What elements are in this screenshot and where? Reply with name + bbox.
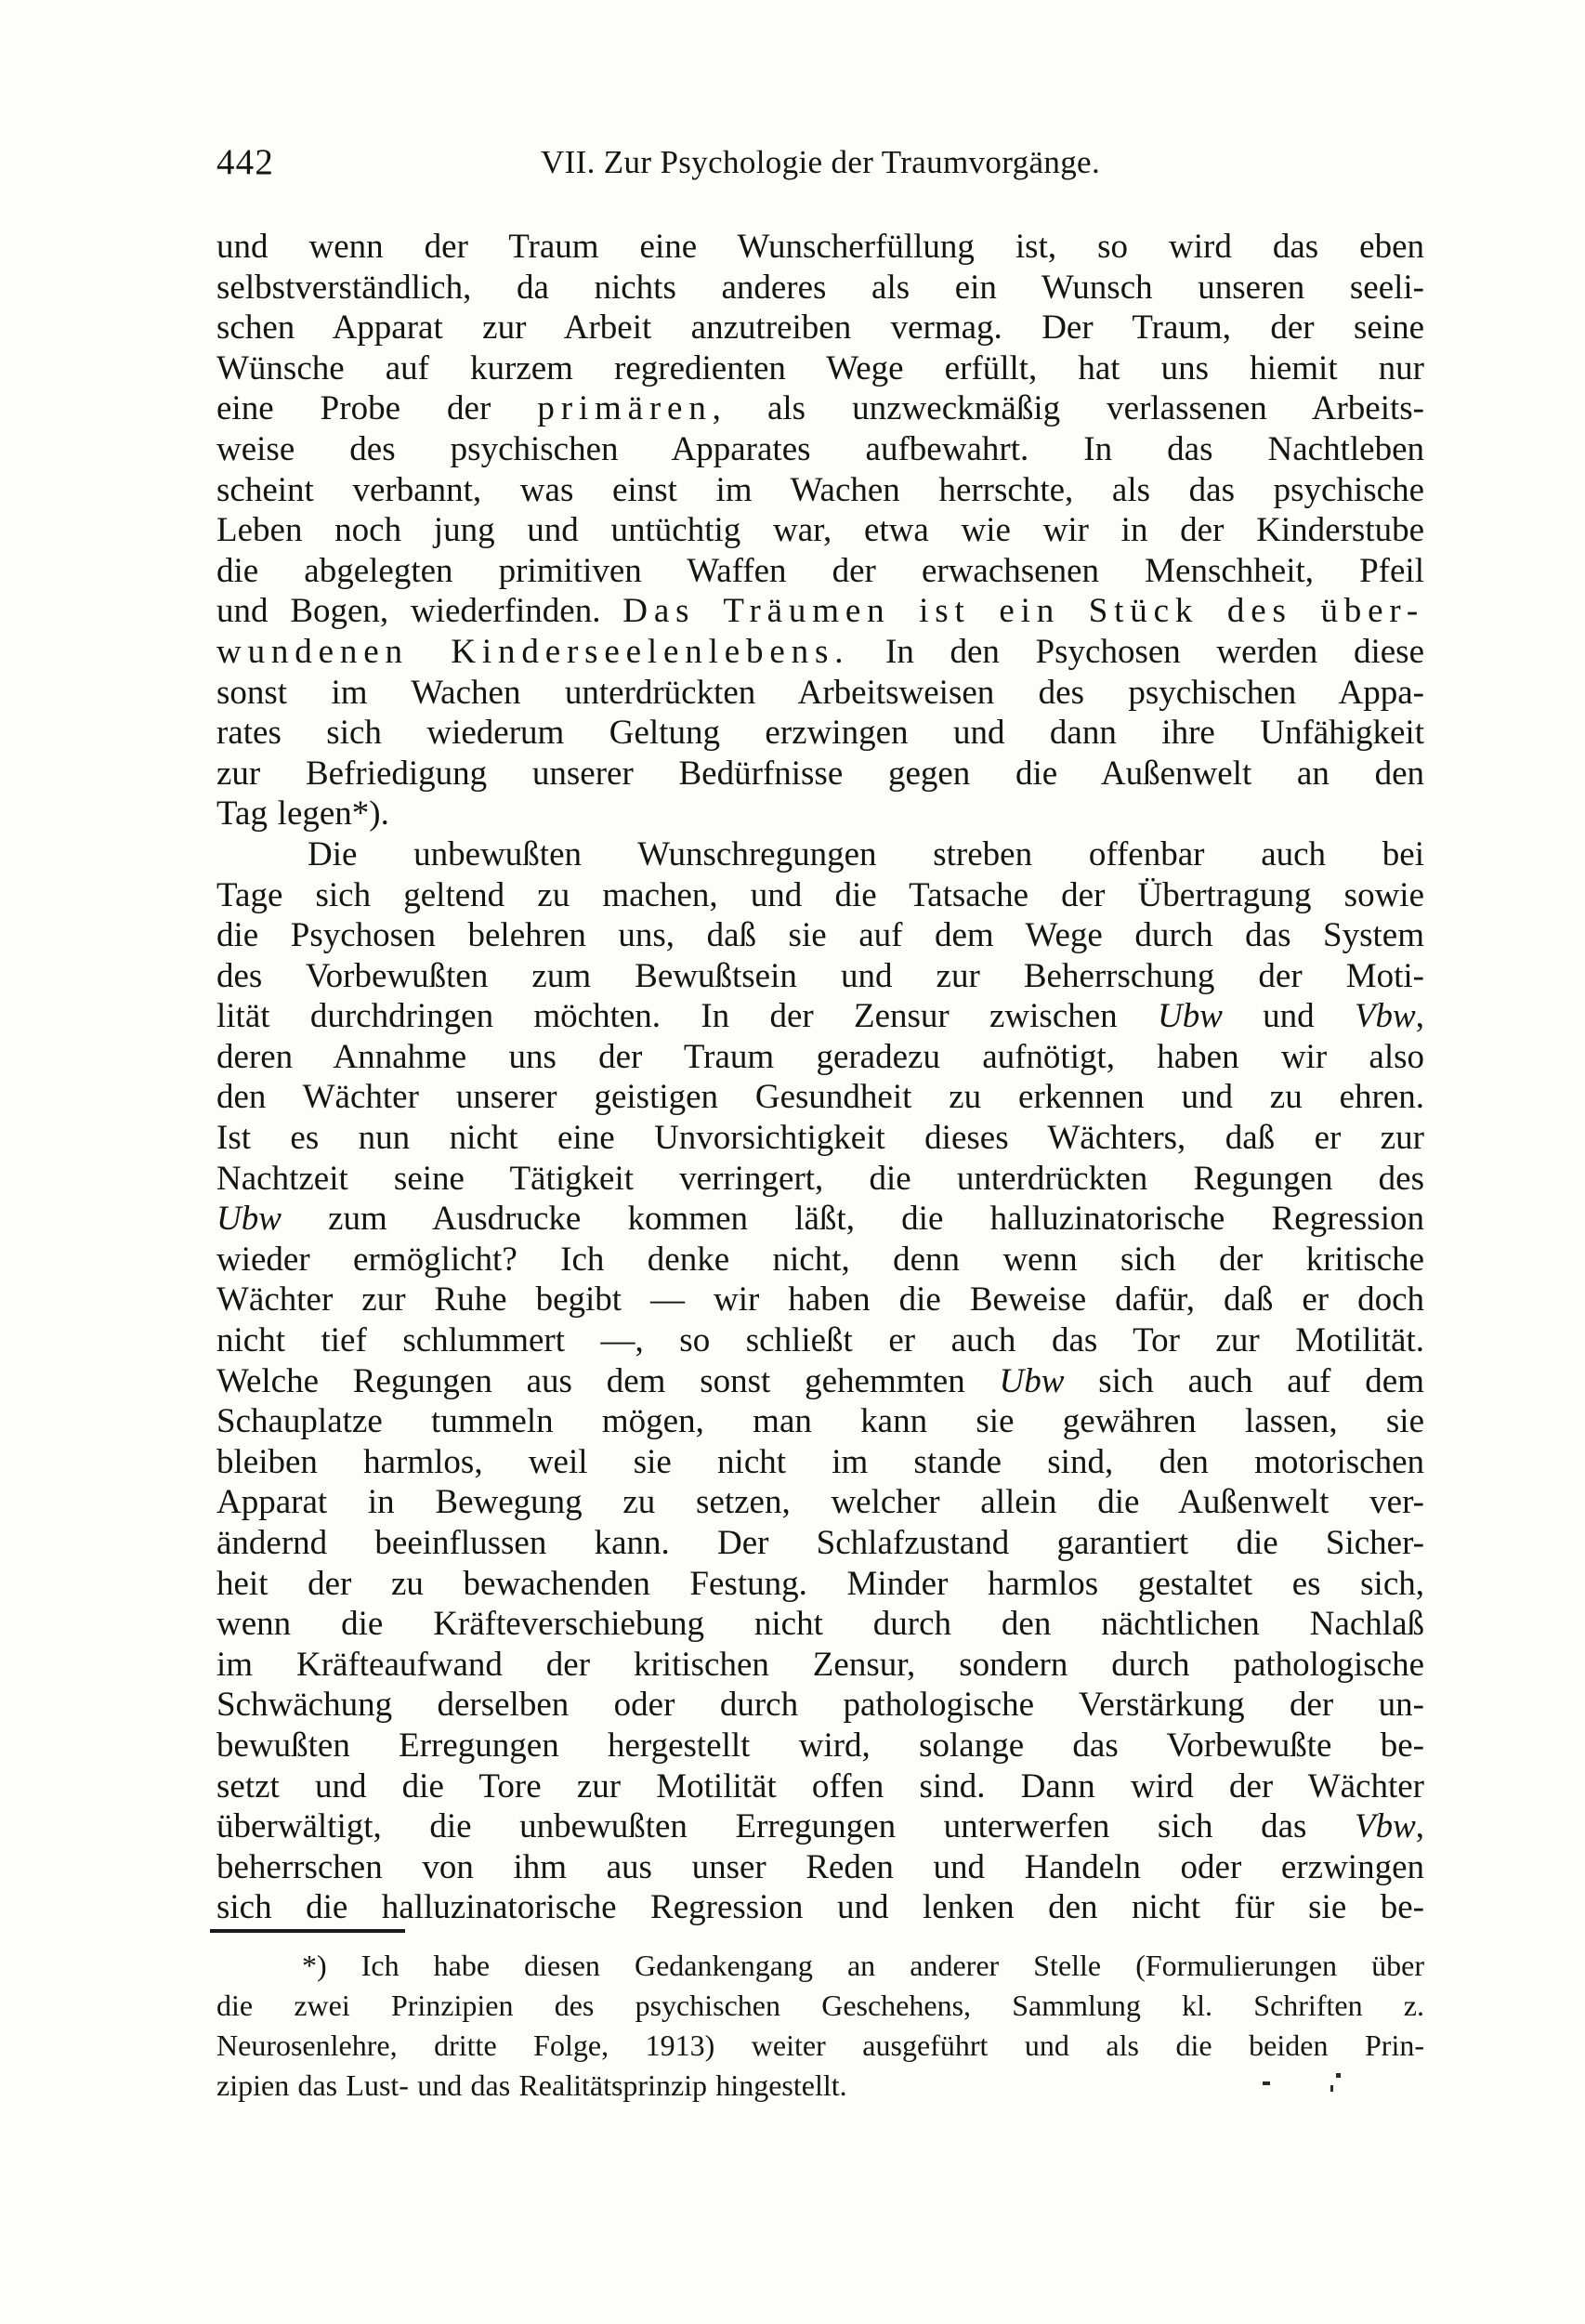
text-segment: Ist es nun nicht eine Unvorsichtigkeit dieses Wächters, daß er zur (216, 1119, 1424, 1158)
text-segment: setzt und die Tore zur Motilität offen sind. Dann wird der Wächter (216, 1766, 1424, 1805)
text-line (216, 268, 1424, 309)
text-segment: Schwächung derselben oder durch pathologische Verstärkung der un- (216, 1686, 1424, 1725)
text-segment: weise des psychischen Apparates aufbewahrt. In das Nachtleben (216, 429, 1424, 468)
text-segment: überwältigt, die unbewußten Erregungen unterwerfen sich das (216, 1807, 1355, 1846)
text-segment: bleiben harmlos, weil sie nicht im stande sind, den motorischen (216, 1442, 1424, 1481)
text-line (216, 591, 1424, 632)
text-segment: im Kräfteaufwand der kritischen Zensur, sondern durch pathologische (216, 1645, 1424, 1684)
text-segment: ändernd beeinflussen kann. Der Schlafzustand garantiert die Sicher- (216, 1524, 1424, 1562)
body-text (216, 227, 1424, 1928)
text-segment: lität durchdringen möchten. In der Zensur zwischen (216, 997, 1158, 1036)
text-segment: wieder ermöglicht? Ich denke nicht, denn wenn sich der kritische (216, 1240, 1424, 1279)
text-segment: rates sich wiederum Geltung erzwingen und dann ihre Unfähigkeit (216, 714, 1424, 753)
text-line (216, 673, 1424, 714)
footnote-rule (210, 1929, 405, 1933)
text-line (216, 1986, 1424, 2026)
text-segment: die zwei Prinzipien des psychischen Geschehens, Sammlung kl. Schriften z. (216, 1989, 1424, 2022)
text-line (216, 1240, 1424, 1280)
text-segment: Tag legen*). (216, 794, 389, 834)
text-segment: deren Annahme uns der Traum geradezu aufnötigt, haben wir also (216, 1037, 1424, 1076)
text-segment: sich auch auf dem (1064, 1361, 1424, 1400)
italic-term: Vbw (1354, 997, 1416, 1036)
text-segment: die Psychosen belehren uns, daß sie auf dem Wege durch das System (216, 916, 1424, 955)
text-segment: selbstverständlich, da nichts anderes als ein Wunsch unseren seeli- (216, 268, 1424, 307)
text-line (216, 2026, 1424, 2066)
text-line (216, 1946, 1424, 1986)
text-segment: Apparat in Bewegung zu setzen, welcher allein die Außenwelt ver- (216, 1483, 1424, 1522)
paragraph-1 (216, 227, 1424, 834)
text-segment: eine Probe der (216, 389, 538, 428)
text-segment: und Bogen, wiederfinden. (216, 592, 623, 631)
text-line (216, 834, 1424, 875)
text-line (216, 227, 1424, 268)
text-segment: schen Apparat zur Arbeit anzutreiben vermag. Der Traum, der seine (216, 309, 1424, 348)
text-line (216, 348, 1424, 389)
text-line (216, 1159, 1424, 1200)
text-line (216, 875, 1424, 916)
text-line (216, 1604, 1424, 1645)
scan-speck (1263, 2081, 1270, 2085)
text-segment: Tage sich geltend zu machen, und die Tatsache der Übertragung sowie (216, 875, 1424, 914)
emphasized-spaced-text: Das Träumen ist ein Stück des über- (622, 592, 1424, 631)
paragraph-2 (216, 834, 1424, 1928)
text-line (216, 1118, 1424, 1159)
text-segment: , als unzweckmäßig verlassenen Arbeits- (712, 389, 1424, 428)
text-segment: , (1415, 997, 1424, 1036)
text-segment: zipien das Lust- und das Realitätsprinzip hingestellt. (216, 2068, 847, 2102)
text-line (216, 915, 1424, 956)
text-line (216, 1442, 1424, 1483)
text-segment: Leben noch jung und untüchtig war, etwa wie wir in der Kinderstube (216, 511, 1424, 550)
text-line (216, 1077, 1424, 1118)
text-segment: heit der zu bewachenden Festung. Minder harmlos gestaltet es sich, (216, 1564, 1424, 1603)
text-segment: beherrschen von ihm aus unser Reden und Handeln oder erzwingen (216, 1847, 1424, 1886)
text-line (216, 1766, 1424, 1807)
text-segment: sonst im Wachen unterdrückten Arbeitsweisen des psychischen Appa- (216, 673, 1424, 712)
text-line (216, 1564, 1424, 1605)
text-segment: sich die halluzinatorische Regression und lenken den nicht für sie be- (216, 1888, 1424, 1927)
text-line (216, 308, 1424, 348)
text-line (216, 754, 1424, 794)
text-segment: scheint verbannt, was einst im Wachen herrschte, als das psychische (216, 470, 1424, 509)
text-line (216, 713, 1424, 754)
text-line (216, 2066, 1424, 2106)
scan-speck (1330, 2085, 1333, 2092)
text-segment: die abgelegten primitiven Waffen der erwachsenen Menschheit, Pfeil (216, 551, 1424, 590)
text-line (216, 1401, 1424, 1442)
text-segment: *) Ich habe diesen Gedankengang an anderer Stelle (Formulierungen über (302, 1949, 1424, 1982)
text-segment: und wenn der Traum eine Wunscherfüllung ist, so wird das eben (216, 228, 1424, 266)
text-line (216, 1645, 1424, 1686)
text-line (216, 429, 1424, 470)
text-line (216, 1037, 1424, 1078)
text-line (216, 1847, 1424, 1888)
text-segment: Wünsche auf kurzem regredienten Wege erfüllt, hat uns hiemit nur (216, 348, 1424, 387)
text-line (216, 1199, 1424, 1240)
emphasized-spaced-text: primären (537, 389, 713, 428)
text-line (216, 470, 1424, 511)
footnote (216, 1946, 1424, 2106)
text-line (216, 1361, 1424, 1402)
text-line (216, 510, 1424, 551)
text-segment: bewußten Erregungen hergestellt wird, solange das Vorbewußte be- (216, 1726, 1424, 1765)
text-line (216, 1887, 1424, 1928)
text-line (216, 1320, 1424, 1361)
text-line (216, 1726, 1424, 1766)
text-segment: des Vorbewußten zum Bewußtsein und zur Beherrschung der Moti- (216, 956, 1424, 995)
text-segment: nicht tief schlummert —, so schließt er auch das Tor zur Motilität. (216, 1321, 1424, 1360)
text-line (216, 388, 1424, 429)
text-line (216, 632, 1424, 673)
text-line (216, 956, 1424, 997)
page-number: 442 (216, 142, 275, 182)
text-segment: wenn die Kräfteverschiebung nicht durch den nächtlichen Nachlaß (216, 1605, 1424, 1644)
emphasized-spaced-text: wundenen Kinderseelenlebens. (216, 632, 850, 671)
italic-term: Vbw (1354, 1807, 1416, 1846)
italic-term: Ubw (999, 1361, 1065, 1400)
text-segment: zur Befriedigung unserer Bedürfnisse gegen die Außenwelt an den (216, 754, 1424, 793)
text-segment: Schauplatze tummeln mögen, man kann sie gewähren lassen, sie (216, 1402, 1424, 1441)
text-segment: Wächter zur Ruhe begibt — wir haben die Beweise dafür, daß er doch (216, 1280, 1424, 1320)
text-line (216, 794, 1424, 834)
scan-speck (1336, 2073, 1341, 2078)
italic-term: Ubw (216, 1200, 282, 1239)
text-line (216, 1523, 1424, 1564)
running-title: VII. Zur Psychologie der Traumvorgänge. (540, 144, 1101, 180)
text-segment: und (1222, 997, 1355, 1036)
text-line (216, 1280, 1424, 1320)
text-line (216, 1685, 1424, 1726)
text-segment: zum Ausdrucke kommen läßt, die halluzinatorische Regression (281, 1200, 1424, 1239)
text-segment: Neurosenlehre, dritte Folge, 1913) weiter ausgeführt und als die beiden Prin- (216, 2029, 1424, 2062)
text-segment: In den Psychosen werden diese (849, 632, 1424, 671)
text-line (216, 1482, 1424, 1523)
page-header (216, 141, 1424, 186)
text-line (216, 996, 1424, 1037)
text-segment: , (1415, 1807, 1424, 1846)
text-segment: den Wächter unserer geistigen Gesundheit zu erkennen und zu ehren. (216, 1078, 1424, 1117)
text-segment: Die unbewußten Wunschregungen streben offenbar auch bei (308, 834, 1424, 873)
italic-term: Ubw (1157, 997, 1223, 1036)
text-line (216, 551, 1424, 592)
text-segment: Welche Regungen aus dem sonst gehemmten (216, 1361, 1000, 1400)
text-segment: Nachtzeit seine Tätigkeit verringert, die unterdrückten Regungen des (216, 1159, 1424, 1198)
text-line (216, 1806, 1424, 1847)
